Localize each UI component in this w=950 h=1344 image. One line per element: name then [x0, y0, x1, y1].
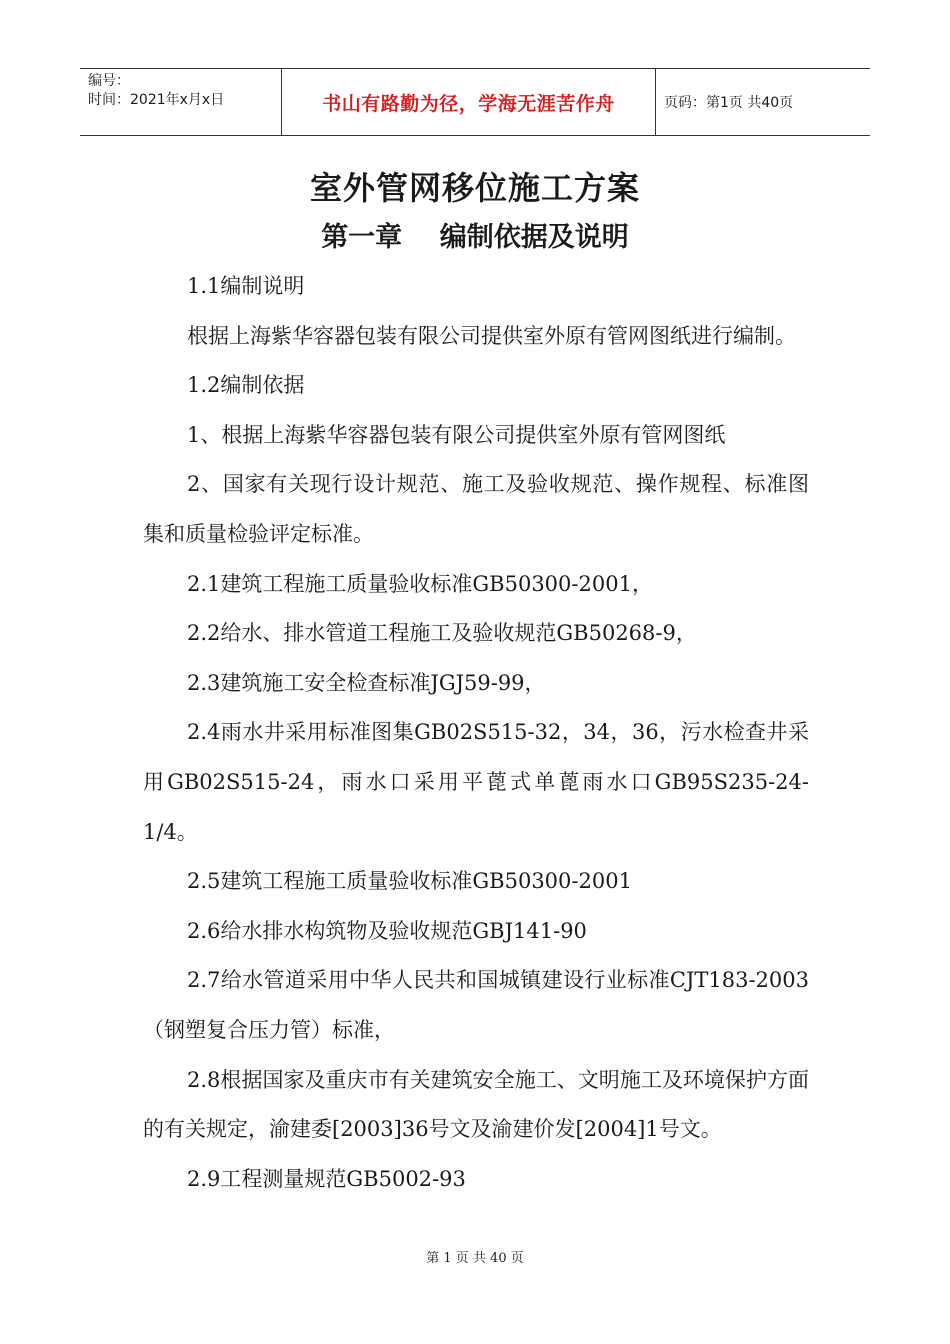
- document-number: 编号：: [88, 73, 130, 89]
- document-title: 室外管网移位施工方案: [309, 169, 640, 207]
- paragraph: 根据上海紫华容器包装有限公司提供室外原有管网图纸进行编制。: [187, 323, 796, 348]
- page-header: [80, 68, 870, 136]
- header-motto: 书山有路勤为径，学海无涯苦作舟: [282, 69, 656, 135]
- paragraph: 2.2给水、排水管道工程施工及验收规范GB50268-9，: [187, 621, 697, 646]
- paragraph: 2.3建筑施工安全检查标准JGJ59-99，: [187, 670, 546, 695]
- paragraph: 2.9工程测量规范GB5002-93: [187, 1166, 466, 1191]
- paragraph: 2.7给水管道采用中华人民共和国城镇建设行业标准CJT183-2003（钢塑复合压力管）标准，: [143, 968, 809, 1042]
- document-time: 时间：2021年x月x日: [88, 92, 225, 108]
- paragraph: 2.4雨水井采用标准图集GB02S515-32，34，36，污水检查井采用GB02S515-24，雨水口采用平蓖式单蓖雨水口GB95S235-24-1/4。: [143, 720, 809, 844]
- header-page-info: 页码：第1页 共40页: [664, 95, 794, 111]
- document-body: [143, 262, 809, 1204]
- paragraph: 1.2编制依据: [187, 373, 305, 398]
- paragraph: 2.5建筑工程施工质量验收标准GB50300-2001: [187, 869, 632, 894]
- paragraph: 1.1编制说明: [187, 274, 305, 298]
- paragraph: 1、根据上海紫华容器包装有限公司提供室外原有管网图纸: [187, 422, 726, 447]
- paragraph: 2.6给水排水构筑物及验收规范GBJ141-90: [187, 918, 587, 943]
- page-footer: 第 1 页 共 40 页: [426, 1251, 524, 1266]
- paragraph: 2.8根据国家及重庆市有关建筑安全施工、文明施工及环境保护方面的有关规定，渝建委[2003]36号文及渝建价发[2004]1号文。: [143, 1067, 809, 1142]
- paragraph: 2.1建筑工程施工质量验收标准GB50300-2001，: [187, 571, 653, 596]
- header-meta: [80, 69, 282, 135]
- chapter-title: 第一章 编制依据及说明: [321, 222, 629, 253]
- paragraph: 2、国家有关现行设计规范、施工及验收规范、操作规程、标准图集和质量检验评定标准。: [143, 472, 809, 546]
